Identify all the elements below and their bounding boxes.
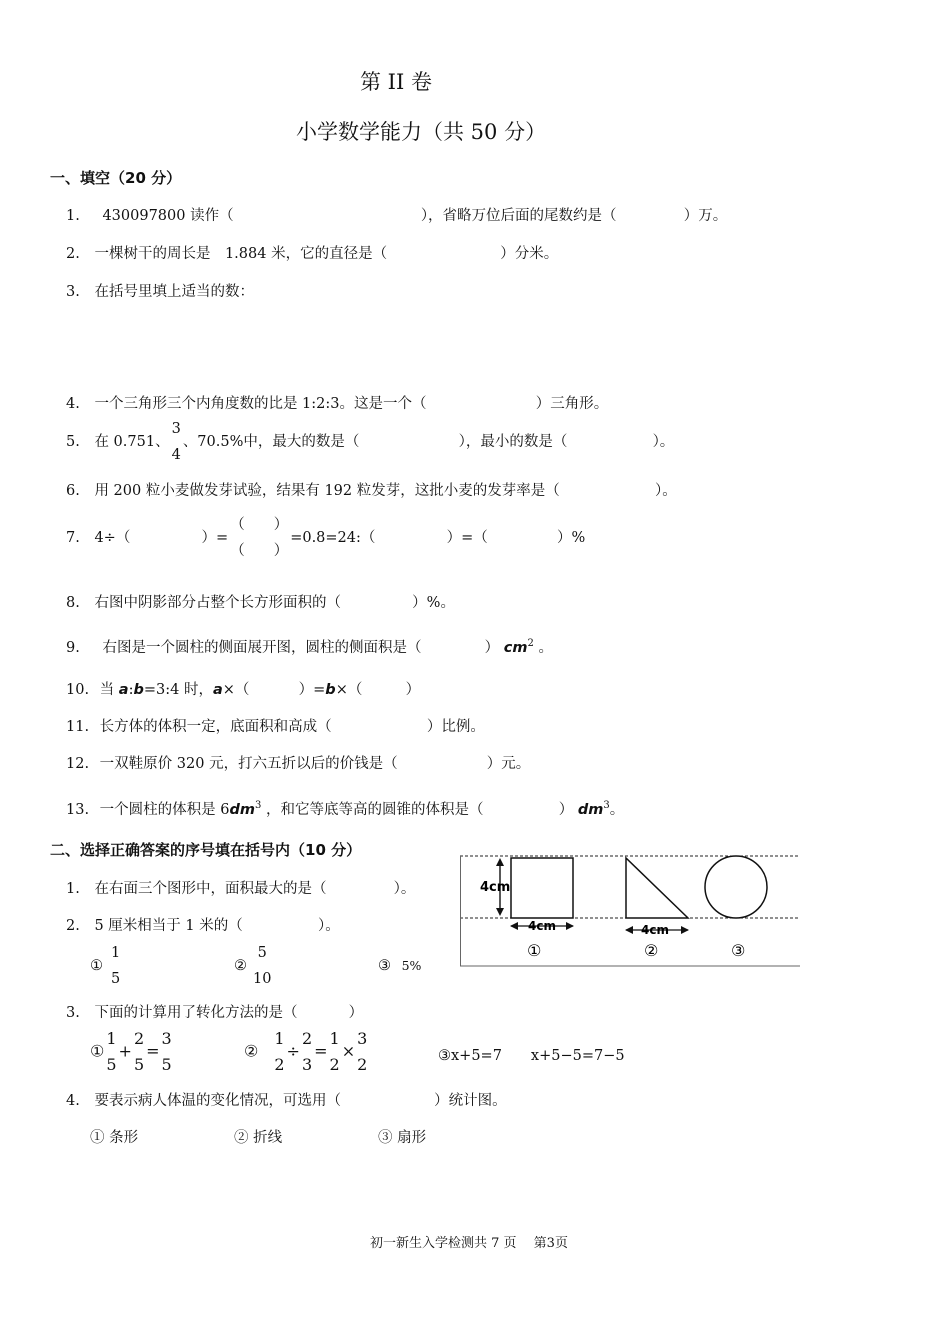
choice-q3-option-1: ① 1 5 + 2 5 = 3 5 xyxy=(90,1029,172,1074)
q-text-end: ）。 xyxy=(317,918,340,934)
question-13 xyxy=(66,798,624,819)
height-arrow-top xyxy=(496,858,504,866)
q-text-end: ）统计图。 xyxy=(434,1093,507,1109)
choice-q4-option-2: ② 折线 xyxy=(234,1130,283,1146)
question-11 xyxy=(66,715,485,736)
q-text-end: ）%。 xyxy=(412,595,455,611)
circle-mark: ③ xyxy=(731,941,746,960)
q-text-mid: ）= xyxy=(201,530,229,546)
q-text-end: ）。 xyxy=(654,483,677,499)
unit-dm: dm xyxy=(229,802,256,818)
q-tail: 。 xyxy=(538,640,553,656)
q-text-mid: ）= xyxy=(298,682,326,698)
triangle-dim-arrow-right xyxy=(681,926,689,934)
q-text: 用 200 粒小麦做发芽试验，结果有 192 粒发芽，这批小麦的发芽率是（ xyxy=(94,483,560,499)
square-dim-arrow-right xyxy=(566,922,574,930)
q-text: 一棵树干的周长是 1.884 米，它的直径是（ xyxy=(94,246,388,262)
square-shape xyxy=(511,858,573,918)
q-text-end: ） xyxy=(484,640,500,656)
colon: : xyxy=(128,682,134,698)
q-text-mid2: ）=（ xyxy=(446,530,488,546)
fraction-1-5: 1 5 xyxy=(111,945,121,987)
q-num: 2. xyxy=(66,246,80,262)
choice-question-3 xyxy=(66,1001,363,1022)
q-text-end: ） xyxy=(405,682,421,698)
q-text: 下面的计算用了转化方法的是（ xyxy=(94,1005,298,1021)
fraction-5-10: 5 10 xyxy=(253,945,272,987)
choice-q3-option-2: ② 1 2 ÷ 2 3 = 1 2 × 3 2 xyxy=(244,1029,368,1074)
question-7 xyxy=(66,512,585,564)
var-b: b xyxy=(133,682,144,698)
triangle-dim-arrow-left xyxy=(625,926,633,934)
q-text: 在 0.751、 xyxy=(94,434,170,450)
q-num: 7. xyxy=(66,530,80,546)
q-text-end: ）分米。 xyxy=(500,246,559,262)
q-text-mid: ），最小的数是（ xyxy=(458,434,568,450)
q-text: 4÷（ xyxy=(94,530,131,546)
q-text-mid: ，和它等底等高的圆锥的体积是（ xyxy=(266,802,484,818)
fraction-blank: （ ） （ ） xyxy=(230,517,289,559)
q-text-end: ）比例。 xyxy=(426,719,485,735)
question-4 xyxy=(66,392,608,413)
question-2 xyxy=(66,242,558,263)
q-text: 在括号里填上适当的数： xyxy=(94,284,254,300)
q-text: 430097800 读作（ xyxy=(102,208,234,224)
height-arrow-bottom xyxy=(496,908,504,916)
choice-question-2 xyxy=(66,914,340,935)
q-num: 3. xyxy=(66,1005,80,1021)
question-3 xyxy=(66,280,254,301)
choice-q2-option-2: ② 5 10 xyxy=(234,940,273,992)
var-b: b xyxy=(325,682,336,698)
choice-q3-option-3: ③x+5=7 x+5−5=7−5 xyxy=(438,1048,625,1064)
q-text-end: ）元。 xyxy=(486,756,531,772)
unit-dm: dm xyxy=(577,802,604,818)
q-text: 当 xyxy=(99,682,119,698)
q-num: 13. xyxy=(66,802,90,818)
q-num: 10. xyxy=(66,682,90,698)
q-text-end: ）万。 xyxy=(683,208,728,224)
unit-sup: 3 xyxy=(255,800,262,812)
unit-sup: 3 xyxy=(603,800,610,812)
choice-question-4 xyxy=(66,1089,507,1110)
height-label: 4cm xyxy=(480,880,511,895)
q-tail: 。 xyxy=(609,802,625,818)
var-a: a xyxy=(118,682,129,698)
q-num: 2. xyxy=(66,918,80,934)
times-open: ×（ xyxy=(222,682,250,698)
q-text-mid: ），省略万位后面的尾数约是（ xyxy=(420,208,617,224)
square-dim-arrow-left xyxy=(510,922,518,930)
shapes-figure xyxy=(460,852,802,968)
q-num: 4. xyxy=(66,1093,80,1109)
q-text-end: ）三角形。 xyxy=(535,396,609,412)
q-text: 一双鞋原价 320 元，打六五折以后的价钱是（ xyxy=(99,756,398,772)
triangle-shape xyxy=(626,858,688,918)
q-text-end: ） xyxy=(558,802,574,818)
q-text: 一个三角形三个内角度数的比是 1:2:3。这是一个（ xyxy=(94,396,427,412)
q-num: 3. xyxy=(66,284,80,300)
volume-title: 第 II 卷 xyxy=(360,70,432,94)
square-dim-label: 4cm xyxy=(528,919,556,933)
ratio-text: =3:4 时， xyxy=(143,682,213,698)
page-footer: 初一新生入学检测共 7 页 第3页 xyxy=(370,1236,568,1251)
q-text: 长方体的体积一定，底面积和高成（ xyxy=(99,719,332,735)
q-text-end: ） xyxy=(348,1005,364,1021)
choice-q2-option-1: ① 1 5 xyxy=(90,940,122,992)
circle-shape xyxy=(705,856,767,918)
question-6 xyxy=(66,479,677,500)
q-text-post: =0.8=24:（ xyxy=(290,530,376,546)
q-num: 4. xyxy=(66,396,80,412)
q-num: 5. xyxy=(66,434,80,450)
q-text: 在右面三个图形中，面积最大的是（ xyxy=(94,881,327,897)
q-text-post: 、70.5%中，最大的数是（ xyxy=(182,434,360,450)
fraction-3-4: 3 4 xyxy=(171,421,181,463)
q-text: 一个圆柱的体积是 6 xyxy=(99,802,230,818)
choice-q2-option-3: ③ 5% xyxy=(378,958,422,974)
var-a: a xyxy=(212,682,223,698)
choice-question-1 xyxy=(66,877,415,898)
q-num: 1. xyxy=(66,208,80,224)
question-5 xyxy=(66,416,674,468)
question-10 xyxy=(66,678,420,699)
choice-q4-option-3: ③ 扇形 xyxy=(378,1130,427,1146)
q-text-end: ）% xyxy=(557,530,586,546)
question-9 xyxy=(66,636,553,657)
triangle-dim-label: 4cm xyxy=(641,923,669,937)
q-num: 1. xyxy=(66,881,80,897)
section1-heading: 一、填空（20 分） xyxy=(50,169,182,187)
q-num: 9. xyxy=(66,640,80,656)
paper-title: 小学数学能力（共 50 分） xyxy=(296,120,547,144)
q-num: 6. xyxy=(66,483,80,499)
square-mark: ① xyxy=(527,941,542,960)
q-text: 5 厘米相当于 1 米的（ xyxy=(94,918,243,934)
question-1 xyxy=(66,204,727,225)
q-text: 右图中阴影部分占整个长方形面积的（ xyxy=(94,595,341,611)
q-num: 12. xyxy=(66,756,90,772)
q-num: 11. xyxy=(66,719,90,735)
q-text: 右图是一个圆柱的侧面展开图，圆柱的侧面积是（ xyxy=(102,640,422,656)
q-num: 8. xyxy=(66,595,80,611)
question-8 xyxy=(66,591,455,612)
q-text-end: ）。 xyxy=(393,881,416,897)
unit-cm: cm xyxy=(503,640,528,656)
q-text-end: ）。 xyxy=(652,434,675,450)
triangle-mark: ② xyxy=(644,941,659,960)
times-open: ×（ xyxy=(335,682,363,698)
question-12 xyxy=(66,752,530,773)
unit-sup: 2 xyxy=(527,638,534,650)
q-text: 要表示病人体温的变化情况，可选用（ xyxy=(94,1093,341,1109)
section2-heading: 二、选择正确答案的序号填在括号内（10 分） xyxy=(50,841,362,859)
choice-q4-option-1: ① 条形 xyxy=(90,1130,139,1146)
